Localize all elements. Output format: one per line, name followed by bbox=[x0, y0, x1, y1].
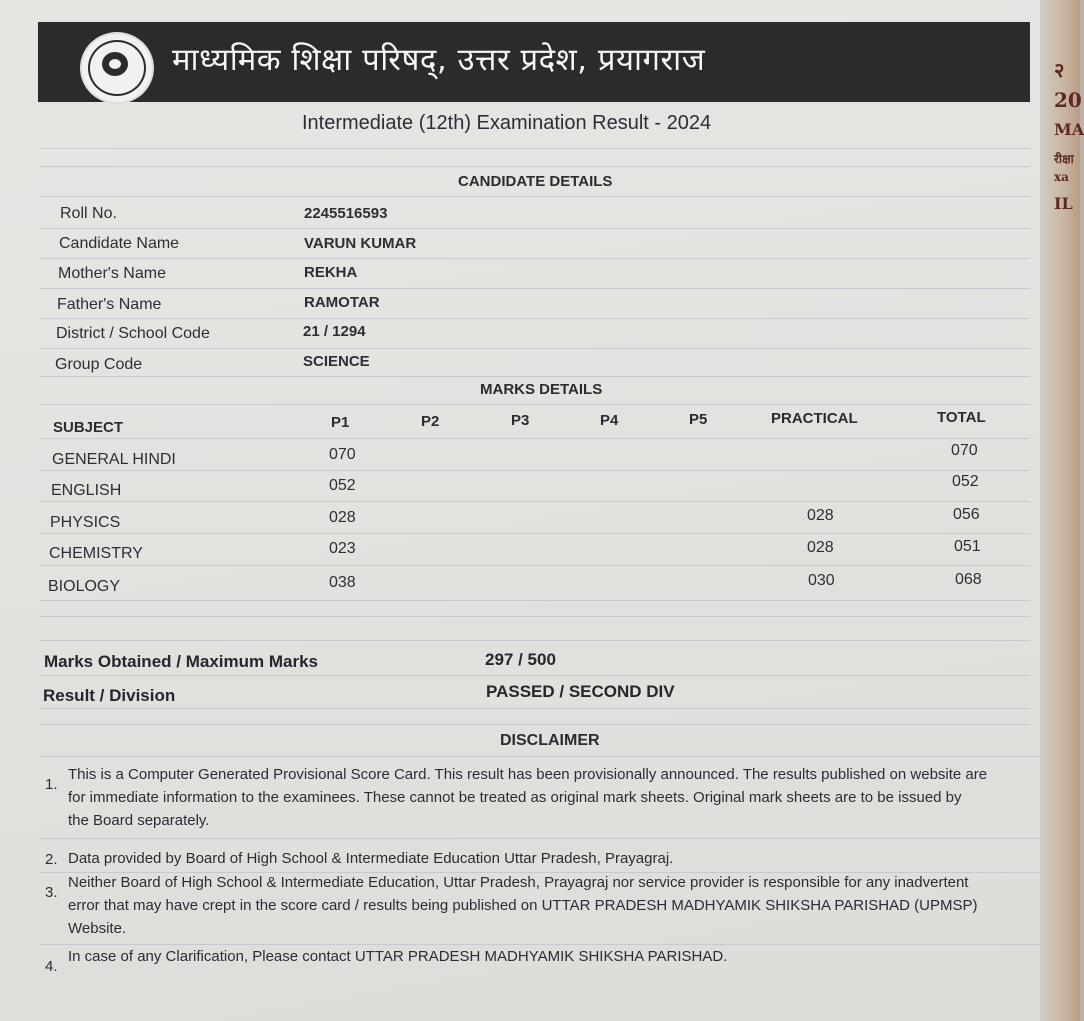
total-mark: 051 bbox=[954, 538, 981, 555]
roll-no-label: Roll No. bbox=[60, 205, 117, 222]
header-practical: PRACTICAL bbox=[771, 410, 858, 427]
divider bbox=[40, 675, 1030, 676]
disclaimer-item-number: 2. bbox=[45, 851, 58, 868]
margin-fragment: xa bbox=[1054, 170, 1069, 184]
header-p5: P5 bbox=[689, 411, 708, 428]
divider bbox=[40, 756, 1040, 757]
disclaimer-item-number: 3. bbox=[45, 884, 58, 901]
practical-mark: 028 bbox=[807, 539, 834, 556]
header-p1: P1 bbox=[331, 414, 350, 431]
p1-mark: 023 bbox=[329, 540, 356, 557]
total-mark: 068 bbox=[955, 571, 982, 588]
divider bbox=[40, 724, 1030, 725]
candidate-name-label: Candidate Name bbox=[59, 235, 180, 252]
board-name-hindi: माध्यमिक शिक्षा परिषद्, उत्तर प्रदेश, प्रयागराज bbox=[172, 42, 706, 78]
margin-fragment: IL bbox=[1054, 194, 1073, 213]
divider bbox=[40, 348, 1030, 349]
divider bbox=[40, 196, 1030, 197]
disclaimer-line: In case of any Clarification, Please contact UTTAR PRADESH MADHYAMIK SHIKSHA PARISHAD. bbox=[68, 948, 728, 965]
divider bbox=[40, 228, 1030, 229]
divider bbox=[40, 166, 1030, 167]
mother-name-value: REKHA bbox=[304, 264, 358, 281]
margin-fragment: 20 bbox=[1054, 88, 1082, 112]
exam-title: Intermediate (12th) Examination Result - 2024 bbox=[302, 112, 712, 134]
p1-mark: 070 bbox=[329, 446, 356, 463]
father-name-value: RAMOTAR bbox=[304, 294, 380, 311]
candidate-details-heading: CANDIDATE DETAILS bbox=[458, 173, 613, 190]
subject-name: BIOLOGY bbox=[48, 578, 121, 595]
adjacent-page-margin bbox=[1040, 0, 1084, 1021]
group-code-value: SCIENCE bbox=[303, 353, 370, 370]
total-mark: 052 bbox=[952, 473, 979, 490]
divider bbox=[40, 565, 1030, 566]
divider bbox=[40, 640, 1030, 641]
disclaimer-item-number: 1. bbox=[45, 776, 58, 793]
practical-mark: 030 bbox=[808, 572, 835, 589]
roll-no-value: 2245516593 bbox=[304, 205, 388, 222]
board-emblem-logo bbox=[80, 32, 154, 104]
disclaimer-item-3 bbox=[68, 871, 977, 940]
disclaimer-heading: DISCLAIMER bbox=[500, 732, 600, 749]
divider bbox=[40, 258, 1030, 259]
disclaimer-line: Neither Board of High School & Intermediate Education, Uttar Pradesh, Prayagraj nor service provider is responsible for any inadvertent bbox=[68, 874, 969, 891]
divider bbox=[40, 533, 1030, 534]
divider bbox=[40, 404, 1030, 405]
disclaimer-item-1 bbox=[68, 763, 987, 832]
header-p3: P3 bbox=[511, 412, 530, 429]
divider bbox=[40, 501, 1030, 502]
result-division-label: Result / Division bbox=[43, 686, 176, 705]
divider bbox=[40, 600, 1030, 601]
marks-details-heading: MARKS DETAILS bbox=[480, 381, 603, 398]
total-mark: 056 bbox=[953, 506, 980, 523]
marks-obtained-label: Marks Obtained / Maximum Marks bbox=[44, 652, 318, 671]
subject-name: PHYSICS bbox=[50, 514, 121, 531]
marks-obtained-value: 297 / 500 bbox=[485, 650, 556, 669]
disclaimer-line: Data provided by Board of High School & Intermediate Education Uttar Pradesh, Prayagraj. bbox=[68, 850, 674, 867]
divider bbox=[40, 708, 1030, 709]
header-total: TOTAL bbox=[937, 409, 986, 426]
divider bbox=[40, 838, 1040, 839]
p1-mark: 038 bbox=[329, 574, 356, 591]
father-name-label: Father's Name bbox=[57, 296, 162, 313]
group-code-label: Group Code bbox=[55, 356, 143, 373]
divider bbox=[40, 288, 1030, 289]
p1-mark: 052 bbox=[329, 477, 356, 494]
header-p4: P4 bbox=[600, 412, 619, 429]
subject-name: ENGLISH bbox=[51, 482, 122, 499]
disclaimer-line: the Board separately. bbox=[68, 812, 210, 829]
divider bbox=[40, 438, 1030, 439]
divider bbox=[40, 318, 1030, 319]
disclaimer-line: error that may have crept in the score card / results being published on UTTAR PRADESH MADHYAMIK SHIKSHA PARISHAD (UPMSP) bbox=[68, 897, 978, 914]
subject-name: GENERAL HINDI bbox=[52, 451, 176, 468]
result-division-value: PASSED / SECOND DIV bbox=[486, 682, 675, 701]
practical-mark: 028 bbox=[807, 507, 834, 524]
candidate-name-value: VARUN KUMAR bbox=[304, 235, 417, 252]
divider bbox=[40, 376, 1030, 377]
disclaimer-line: Website. bbox=[68, 920, 127, 937]
divider bbox=[40, 616, 1030, 617]
disclaimer-item-number: 4. bbox=[45, 958, 58, 975]
divider bbox=[40, 148, 1030, 149]
mother-name-label: Mother's Name bbox=[58, 265, 166, 282]
header-p2: P2 bbox=[421, 413, 440, 430]
disclaimer-item-2 bbox=[68, 847, 673, 870]
p1-mark: 028 bbox=[329, 509, 356, 526]
disclaimer-item-4 bbox=[68, 945, 727, 968]
divider bbox=[40, 470, 1030, 471]
margin-fragment: रीक्षा bbox=[1054, 152, 1074, 166]
district-school-code-value: 21 / 1294 bbox=[303, 323, 366, 340]
subject-name: CHEMISTRY bbox=[49, 545, 143, 562]
margin-fragment: २ bbox=[1054, 58, 1065, 82]
header-subject: SUBJECT bbox=[53, 419, 124, 436]
total-mark: 070 bbox=[951, 442, 978, 459]
district-school-code-label: District / School Code bbox=[56, 325, 210, 342]
disclaimer-line: This is a Computer Generated Provisional Score Card. This result has been provisionally announced. The results published on website are bbox=[68, 766, 988, 783]
margin-fragment: MA bbox=[1054, 120, 1084, 139]
disclaimer-line: for immediate information to the examinees. These cannot be treated as original mark sheets. Original mark sheets are to be issued by bbox=[68, 789, 962, 806]
